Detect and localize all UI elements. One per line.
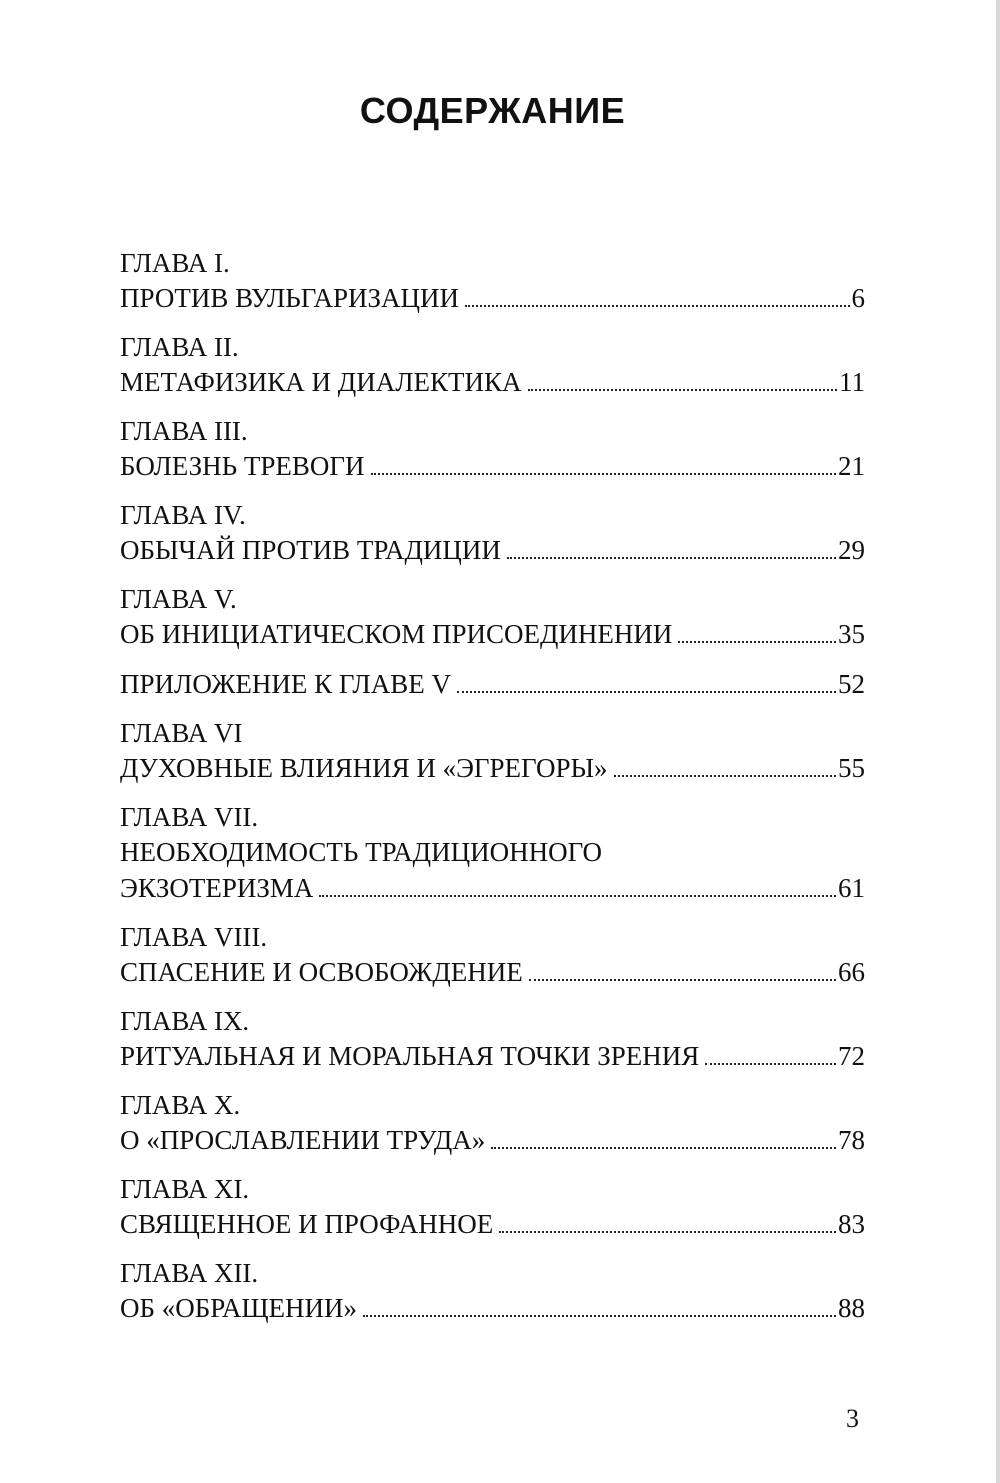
toc-line bbox=[120, 954, 865, 990]
dot-leader bbox=[705, 1062, 836, 1065]
chapter-title: ДУХОВНЫЕ ВЛИЯНИЯ И «ЭГРЕГОРЫ» bbox=[120, 753, 608, 783]
chapter-title-line-2: ЭКЗОТЕРИЗМА bbox=[120, 873, 314, 903]
dot-leader bbox=[363, 1314, 836, 1317]
chapter-title: ОБ ИНИЦИАТИЧЕСКОМ ПРИСОЕДИНЕНИИ bbox=[120, 619, 673, 649]
toc-line bbox=[120, 364, 865, 400]
toc-line bbox=[120, 532, 865, 568]
chapter-label: ГЛАВА II. bbox=[120, 332, 239, 362]
toc-entry-4[interactable] bbox=[120, 498, 865, 568]
dot-leader bbox=[529, 978, 836, 981]
page-ref: 88 bbox=[838, 1293, 865, 1323]
chapter-label: ГЛАВА III. bbox=[120, 416, 248, 446]
dot-leader bbox=[499, 1230, 836, 1233]
page-ref: 6 bbox=[851, 283, 865, 313]
toc-line bbox=[120, 280, 865, 316]
dot-leader bbox=[457, 690, 836, 693]
page-ref: 35 bbox=[838, 619, 865, 649]
chapter-label: ГЛАВА IV. bbox=[120, 500, 246, 530]
toc-entry-1[interactable] bbox=[120, 246, 865, 316]
toc-line bbox=[120, 870, 865, 906]
toc-line bbox=[120, 1290, 865, 1326]
chapter-label: ГЛАВА VII. bbox=[120, 802, 259, 832]
page-ref: 61 bbox=[838, 873, 865, 903]
toc-entry-6[interactable] bbox=[120, 716, 865, 786]
dot-leader bbox=[465, 304, 849, 307]
toc-line bbox=[120, 1122, 865, 1158]
chapter-title: МЕТАФИЗИКА И ДИАЛЕКТИКА bbox=[120, 367, 522, 397]
toc-line bbox=[120, 750, 865, 786]
page-ref: 66 bbox=[838, 957, 865, 987]
chapter-title: О «ПРОСЛАВЛЕНИИ ТРУДА» bbox=[120, 1125, 486, 1155]
chapter-title-line-1: НЕОБХОДИМОСТЬ ТРАДИЦИОННОГО bbox=[120, 837, 603, 867]
toc-line bbox=[120, 1038, 865, 1074]
chapter-label: ГЛАВА VIII. bbox=[120, 922, 268, 952]
chapter-title: СВЯЩЕННОЕ И ПРОФАННОЕ bbox=[120, 1209, 494, 1239]
toc-entry-7[interactable] bbox=[120, 800, 865, 906]
dot-leader bbox=[507, 556, 836, 559]
page-number: 3 bbox=[846, 1404, 859, 1433]
chapter-title: СПАСЕНИЕ И ОСВОБОЖДЕНИЕ bbox=[120, 957, 523, 987]
toc-entry-9[interactable] bbox=[120, 1004, 865, 1074]
dot-leader bbox=[319, 894, 836, 897]
page-ref: 55 bbox=[838, 753, 865, 783]
chapter-title: ОБ «ОБРАЩЕНИИ» bbox=[120, 1293, 358, 1323]
appendix-title: ПРИЛОЖЕНИЕ К ГЛАВЕ V bbox=[120, 669, 451, 699]
page-ref: 72 bbox=[838, 1041, 865, 1071]
chapter-label: ГЛАВА IX. bbox=[120, 1006, 250, 1036]
table-of-contents bbox=[120, 246, 865, 1326]
toc-line bbox=[120, 666, 865, 702]
dot-leader bbox=[491, 1146, 836, 1149]
page-ref: 52 bbox=[838, 669, 865, 699]
chapter-title: РИТУАЛЬНАЯ И МОРАЛЬНАЯ ТОЧКИ ЗРЕНИЯ bbox=[120, 1041, 700, 1071]
toc-entry-10[interactable] bbox=[120, 1088, 865, 1158]
chapter-title: ОБЫЧАЙ ПРОТИВ ТРАДИЦИИ bbox=[120, 535, 501, 565]
chapter-label: ГЛАВА XI. bbox=[120, 1174, 250, 1204]
page-ref: 83 bbox=[838, 1209, 865, 1239]
page-ref: 78 bbox=[838, 1125, 865, 1155]
dot-leader bbox=[528, 388, 837, 391]
toc-line bbox=[120, 616, 865, 652]
chapter-label: ГЛАВА I. bbox=[120, 248, 230, 278]
page-ref: 21 bbox=[838, 451, 865, 481]
dot-leader bbox=[678, 640, 836, 643]
toc-entry-appendix[interactable] bbox=[120, 666, 865, 702]
chapter-title: ПРОТИВ ВУЛЬГАРИЗАЦИИ bbox=[120, 283, 460, 313]
dot-leader bbox=[371, 472, 836, 475]
chapter-title: БОЛЕЗНЬ ТРЕВОГИ bbox=[120, 451, 365, 481]
chapter-label: ГЛАВА VI bbox=[120, 718, 243, 748]
toc-entry-12[interactable] bbox=[120, 1256, 865, 1326]
page-edge-shadow bbox=[996, 0, 1000, 1483]
dot-leader bbox=[614, 774, 836, 777]
chapter-label: ГЛАВА X. bbox=[120, 1090, 241, 1120]
chapter-label: ГЛАВА XII. bbox=[120, 1258, 259, 1288]
page-title: СОДЕРЖАНИЕ bbox=[359, 90, 626, 132]
toc-entry-5[interactable] bbox=[120, 582, 865, 652]
toc-line bbox=[120, 448, 865, 484]
toc-line bbox=[120, 1206, 865, 1242]
page-ref: 29 bbox=[838, 535, 865, 565]
toc-entry-8[interactable] bbox=[120, 920, 865, 990]
toc-entry-3[interactable] bbox=[120, 414, 865, 484]
toc-entry-11[interactable] bbox=[120, 1172, 865, 1242]
toc-entry-2[interactable] bbox=[120, 330, 865, 400]
page-ref: 11 bbox=[839, 367, 865, 397]
chapter-label: ГЛАВА V. bbox=[120, 584, 237, 614]
